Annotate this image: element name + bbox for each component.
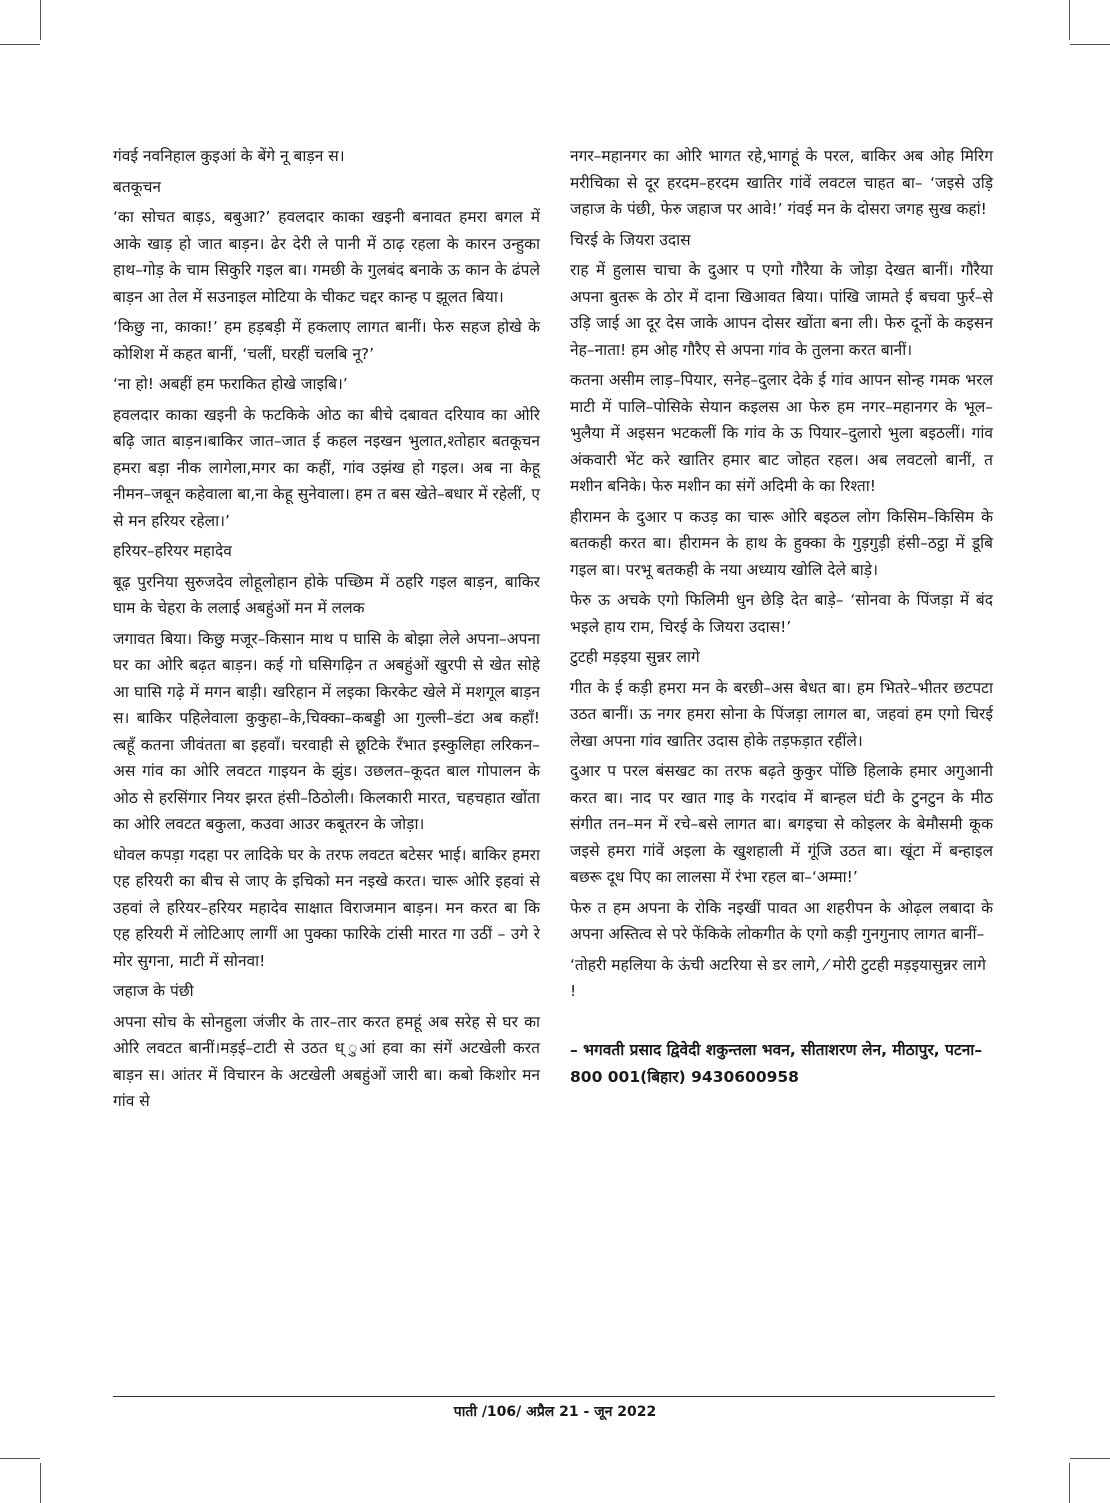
crop-mark bbox=[1069, 0, 1070, 40]
section-heading: हरियर–हरियर महादेव bbox=[113, 542, 232, 560]
left-column bbox=[113, 143, 540, 1119]
paragraph: ‘किछु ना, काका!’ हम हड़बड़ी में हकलाए लागत बानीं। फेरु सहज होखे के कोशिश में कहत बानीं, ‘चलीं, घरहीं चलबि नू?’ bbox=[113, 318, 540, 363]
crop-mark bbox=[1070, 1458, 1110, 1459]
paragraph: ‘ना हो! अबहीं हम फराकित होखे जाइबि।’ bbox=[113, 375, 348, 393]
author-signature: – भगवती प्रसाद द्विवेदी शकुन्तला भवन, सीताशरण लेन, मीठापुर, पटना–800 001(बिहार) 9430600958 bbox=[570, 1040, 983, 1086]
section-heading: चिरई के जियरा उदास bbox=[570, 230, 691, 249]
right-column bbox=[570, 143, 993, 1106]
paragraph: फेरु त हम अपना के रोकि नइखीं पावत आ शहरीपन के ओढ़ल लबादा के अपना अस्तित्व से परे फेंकिके लोकगीत के एगो कड़ी गुनगुनाए लागत बानीं– bbox=[570, 898, 993, 943]
paragraph: गीत के ई कड़ी हमरा मन के बरछी–अस बेधत बा। हम भितरे–भीतर छटपटा उठत बानीं। ऊ नगर हमरा सोना के पिंजड़ा लागल बा, जहवां हम एगो चिरई लेखा अपना गांव खातिर उदास होके तड़फड़ात रहींले। bbox=[570, 678, 993, 750]
song-quote: ‘तोहरी महलिया के ऊंची अटरिया से डर लागे, ⁄ मोरी टुटही मड़इयासुन्नर लागे ! bbox=[570, 955, 986, 1000]
section-heading: जहाज के पंछी bbox=[113, 982, 194, 1000]
crop-mark bbox=[40, 0, 41, 40]
paragraph: गंवई नवनिहाल कुइआं के बेंगे नू बाड़न स। bbox=[113, 147, 345, 165]
paragraph: ‘का सोचत बाड़ऽ, बबुआ?’ हवलदार काका खइनी बनावत हमरा बगल में आके खाड़ हो जात बाड़न। ढेर देरी ले पानी में ठाढ़ रहला के कारन उन्हुका हाथ–गोड़ के चाम सिकुरि गइल बा। गमछी के गुलबंद बनाके ऊ कान के ढंपले बाड़न आ तेल में सउनाइल मोटिया के चीकट चद्दर कान्ह प झूलत बिया। bbox=[113, 208, 540, 306]
section-heading: टुटही मड़इया सुन्नर लागे bbox=[570, 648, 700, 666]
crop-mark bbox=[0, 1458, 40, 1459]
paragraph: राह में हुलास चाचा के दुआर प एगो गौरैया के जोड़ा देखत बानीं। गौरैया अपना बुतरू के ठोर में दाना खिआवत बिया। पांखि जामते ई बचवा फुर्र–से उड़ि जाई आ दूर देस जाके आपन दोसर खोंता बना ली। फेरु दूनों के कइसन नेह–नाता! हम ओह गौरैए से अपना गांव के तुलना करत बानीं। bbox=[570, 261, 993, 359]
paragraph: फेरु ऊ अचके एगो फिलिमी धुन छेड़ि देत बाड़े– ‘सोनवा के पिंजड़ा में बंद भइले हाय राम, चिरई के जियरा उदास!’ bbox=[570, 591, 993, 636]
crop-mark bbox=[1069, 1463, 1070, 1503]
crop-mark bbox=[40, 1463, 41, 1503]
paragraph: हीरामन के दुआर प कउड़ का चारू ओरि बइठल लोग किसिम–किसिम के बतकही करत बा। हीरामन के हाथ के हुक्का के गुड़गुड़ी हंसी–ठट्ठा में डूबि गइल बा। परभू बतकही के नया अध्याय खोलि देले बाड़े। bbox=[570, 507, 993, 579]
paragraph: कतना असीम लाड़–पियार, सनेह–दुलार देके ई गांव आपन सोन्ह गमक भरल माटी में पालि–पोसिके सेयान कइलस आ फेरु हम नगर–महानगर के भूल–भुलैया में अइसन भटकलीं कि गांव के ऊ पियार–दुलारो भुला बइठलीं। गांव अंकवारी भेंट करे खातिर हमार बाट जोहत रहल। अब लवटलो बानीं, त मशीन बनिके। फेरु मशीन का संगें अदिमी के का रिश्ता! bbox=[570, 371, 993, 495]
page-footer: पाती /106/ अप्रैल 21 - जून 2022 bbox=[453, 1404, 657, 1420]
paragraph: बूढ़ पुरनिया सुरुजदेव लोहूलोहान होके पच्छिम में ठहरि गइल बाड़न, बाकिर घाम के चेहरा के ललाई अबहुंओं मन में ललक bbox=[113, 572, 540, 617]
paragraph: जगावत बिया। किछु मजूर–किसान माथ प घासि के बोझा लेले अपना–अपना घर का ओरि बढ़त बाड़न। कई गो घसिगढ़िन त अबहुंओं खुरपी से खेत सोहे आ घासि गढ़े में मगन बाड़ी। खरिहान में लइका किरकेट खेले में मशगूल बाड़न स। बाकिर पहिलेवाला कुकुहा–के,चिक्का–कबड्डी आ गुल्ली–डंटा अब कहाँ! त्बहूँ कतना जीवंतता बा इहवाँ। चरवाही से छूटिके रँभात इस्कुलिहा लरिकन–अस गांव का ओरि लवटत गाइयन के झुंड। उछलत–कूदत बाल गोपालन के ओठ से हरसिंगार नियर झरत हंसी–ठिठोली। किलकारी मारत, चहचहात खोंता का ओरि लवटत बकुला, कउवा आउर कबूतरन के जोड़ा। bbox=[113, 629, 540, 833]
crop-mark bbox=[1070, 44, 1110, 45]
section-heading: बतकूचन bbox=[113, 177, 162, 196]
footer-divider bbox=[113, 1396, 995, 1397]
paragraph: नगर–महानगर का ओरि भागत रहे,भागहूं के परल, बाकिर अब ओह मिरिग मरीचिका से दूर हरदम–हरदम खातिर गांवें लवटल चाहत बा– ‘जइसे उड़ि जहाज के पंछी, फेरु जहाज पर आवे!’ गंवई मन के दोसरा जगह सुख कहां! bbox=[570, 147, 993, 218]
paragraph: अपना सोच के सोनहुला जंजीर के तार–तार करत हमहूं अब सरेह से घर का ओरि लवटत बानीं।मड़ई–टाटी से उठत ध् ुआं हवा का संगें अटखेली करत बाड़न स। आंतर में विचारन के अटखेली अबहुंओं जारी बा। कबो किशोर मन गांव से bbox=[113, 1012, 540, 1110]
crop-mark bbox=[0, 44, 40, 45]
paragraph: हवलदार काका खइनी के फटकिके ओठ का बीचे दबावत दरियाव का ओरि बढ़ि जात बाड़न।बाकिर जात–जात ई कहल नइखन भुलात,श्तोहार बतकूचन हमरा बड़ा नीक लागेला,मगर का कहीं, गांव उझंख हो गइल। अब ना केहू नीमन–जबून कहेवाला बा,ना केहू सुनेवाला। हम त बस खेते–बधार में रहेलीं, ए से मन हरियर रहेला।’ bbox=[113, 405, 540, 530]
paragraph: धोवल कपड़ा गदहा पर लादिके घर के तरफ लवटत बटेसर भाई। बाकिर हमरा एह हरियरी का बीच से जाए के इचिको मन नइखे करत। चारू ओरि इहवां से उहवां ले हरियर–हरियर महादेव साक्षात विराजमान बाड़न। मन करत बा कि एह हरियरी में लोटिआए लागीं आ पुक्का फारिके टांसी मारत गा उठीं – उगे रे मोर सुगना, माटी में सोनवा! bbox=[113, 845, 540, 970]
paragraph: दुआर प परल बंसखट का तरफ बढ़ते कुकुर पोंछि हिलाके हमार अगुआनी करत बा। नाद पर खात गाइ के गरदांव में बान्हल घंटी के टुनटुन के मीठ संगीत तन–मन में रचे–बसे लागत बा। बगइचा से कोइलर के बेमौसमी कूक जइसे हमरा गांवें अइला के खुशहाली में गूंजि उठत बा। खूंटा में बन्हाइल बछरू दूध पिए का लालसा में रंभा रहल बा–‘अम्मा!’ bbox=[570, 762, 993, 886]
